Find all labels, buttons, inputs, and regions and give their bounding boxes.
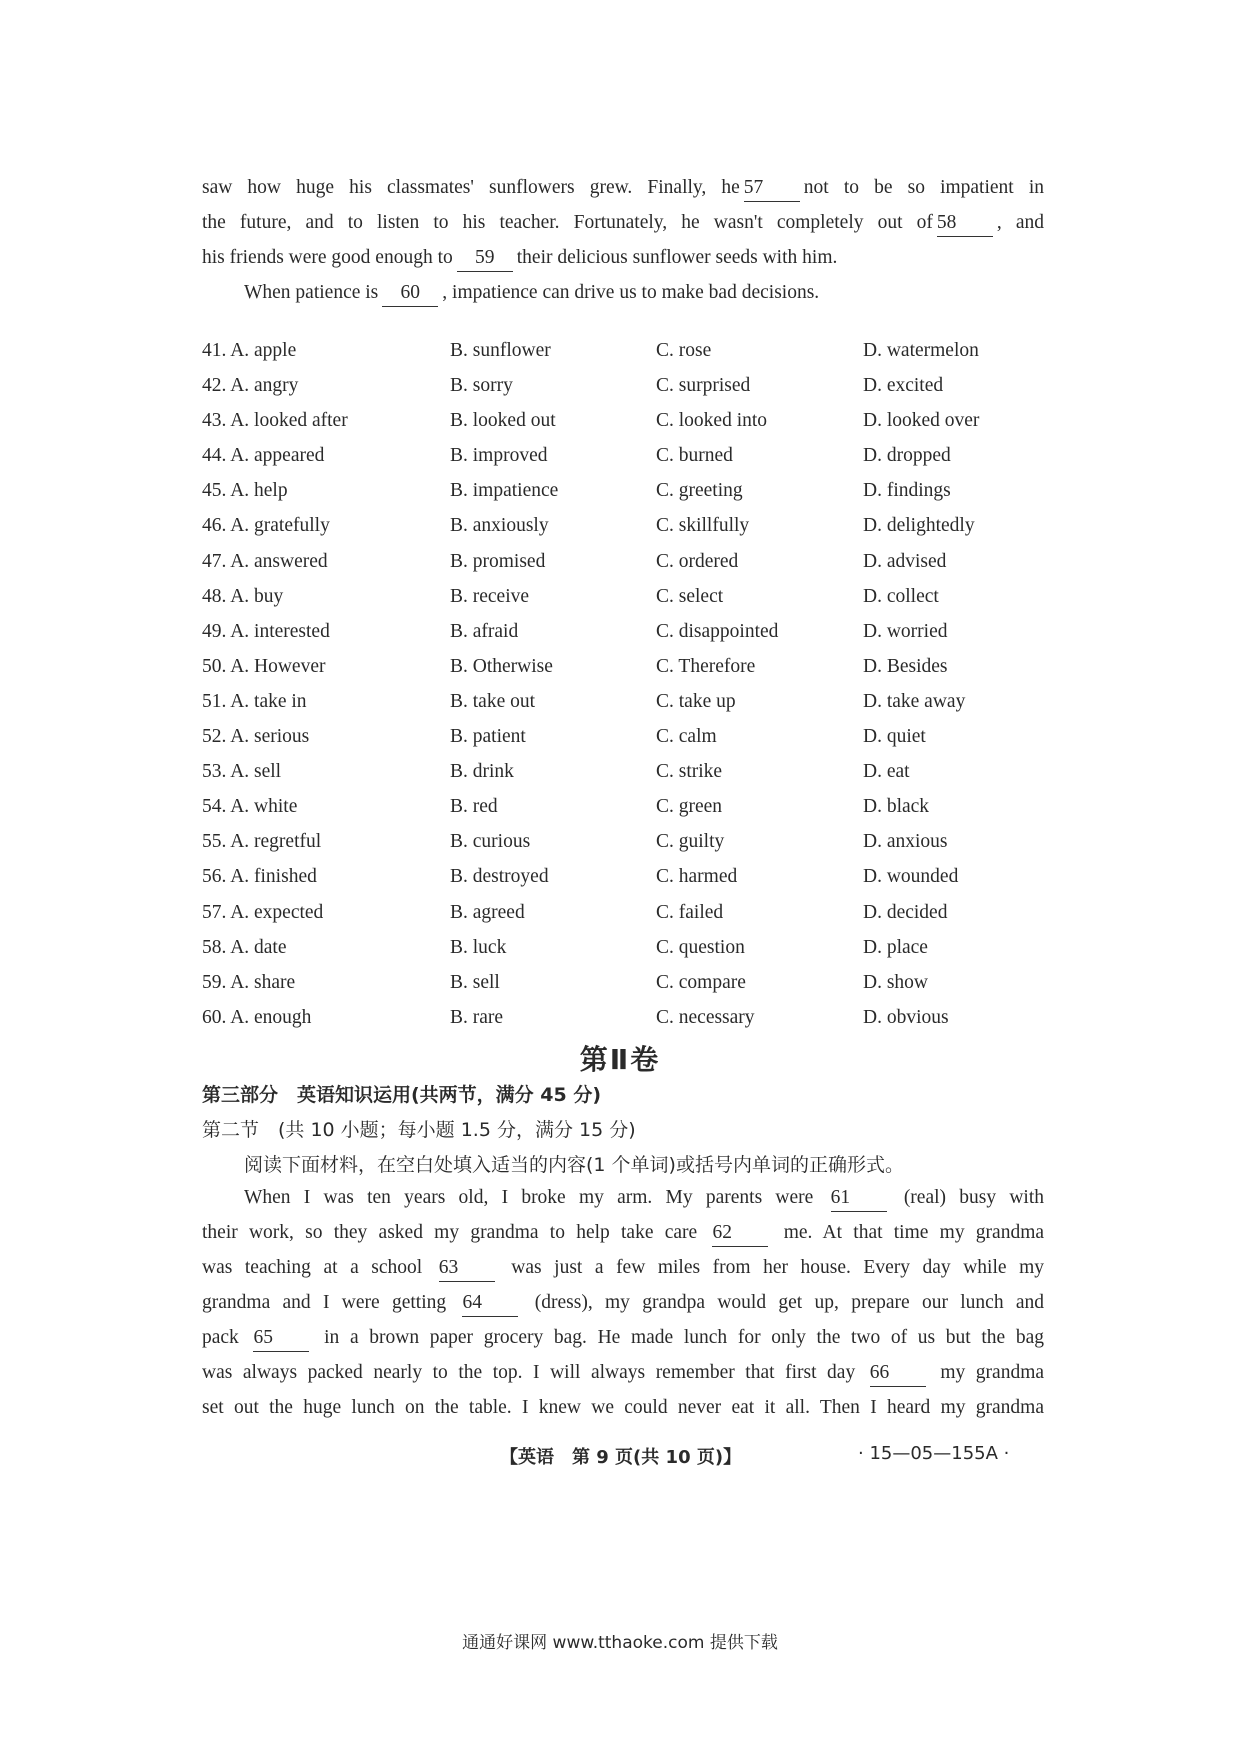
blank-66: 66 <box>870 1360 926 1387</box>
option-cell <box>202 333 296 368</box>
option-row-58 <box>202 930 1044 965</box>
option-c: C. take up <box>656 690 736 712</box>
option-c: C. select <box>656 585 724 607</box>
option-cell <box>202 508 330 543</box>
option-row-41 <box>202 333 1044 368</box>
option-cell <box>450 368 513 403</box>
question-number: 54. <box>202 796 227 818</box>
option-cell <box>656 1000 755 1035</box>
option-a: A. gratefully <box>230 515 330 537</box>
option-c: C. question <box>656 936 745 958</box>
blank-62: 62 <box>712 1220 768 1247</box>
option-cell <box>450 614 518 649</box>
option-cell <box>863 719 926 754</box>
option-a: A. apple <box>230 340 297 361</box>
passage-text: saw how huge his classmates' sunflowers grew. Finally, he <box>202 177 740 198</box>
option-cell <box>656 965 746 1000</box>
option-cell <box>450 649 553 684</box>
option-d: D. dropped <box>863 445 951 467</box>
passage-bottom <box>202 1180 1044 1425</box>
option-row-49 <box>202 614 1044 649</box>
passage-text: When patience is <box>244 282 379 303</box>
option-a: A. share <box>230 971 296 993</box>
option-cell <box>450 930 506 965</box>
option-cell <box>863 1000 949 1035</box>
option-cell <box>656 930 745 965</box>
option-cell <box>656 789 722 824</box>
option-cell <box>656 403 767 438</box>
option-row-51 <box>202 684 1044 719</box>
option-cell <box>863 368 943 403</box>
option-cell <box>450 719 526 754</box>
question-number: 44. <box>202 445 227 467</box>
option-c: C. surprised <box>656 375 751 397</box>
option-cell <box>656 754 722 789</box>
option-cell <box>202 824 321 859</box>
option-b: B. afraid <box>450 620 519 642</box>
option-d: D. findings <box>863 480 951 502</box>
option-b: B. improved <box>450 445 548 467</box>
question-number: 56. <box>202 866 227 888</box>
option-d: D. delightedly <box>863 515 975 537</box>
option-a: A. date <box>230 936 287 958</box>
option-cell <box>202 544 328 579</box>
section-two-title: 第二节 (共 10 小题；每小题 1.5 分，满分 15 分) <box>202 1119 636 1141</box>
option-cell <box>450 579 529 614</box>
option-cell <box>202 754 281 789</box>
option-a: A. enough <box>230 1006 312 1028</box>
option-c: C. harmed <box>656 866 738 888</box>
option-d: D. excited <box>863 375 944 397</box>
passage-text: pack <box>202 1327 239 1348</box>
option-d: D. worried <box>863 620 948 642</box>
option-a: A. take in <box>230 690 307 712</box>
option-d: D. anxious <box>863 831 948 853</box>
passage-line <box>202 1215 1044 1250</box>
option-b: B. anxiously <box>450 515 549 537</box>
blank-65: 65 <box>253 1325 309 1352</box>
option-cell <box>656 579 723 614</box>
option-d: D. take away <box>863 690 966 712</box>
option-cell <box>202 965 295 1000</box>
option-cell <box>656 684 736 719</box>
option-cell <box>202 789 297 824</box>
option-c: C. looked into <box>656 410 768 432</box>
option-d: D. decided <box>863 901 948 923</box>
passage-text: set out the huge lunch on the table. I knew we could never eat it all. Then I heard my grandma <box>202 1397 1044 1418</box>
option-c: C. Therefore <box>656 655 756 677</box>
passage-text: , impatience can drive us to make bad decisions. <box>442 282 820 303</box>
passage-text: , and <box>996 212 1044 233</box>
option-cell <box>202 930 287 965</box>
option-cell <box>202 438 324 473</box>
option-cell <box>450 333 551 368</box>
option-cell <box>450 965 500 1000</box>
option-b: B. curious <box>450 831 531 853</box>
option-cell <box>450 403 556 438</box>
option-row-60 <box>202 1000 1044 1035</box>
option-cell <box>863 895 947 930</box>
option-d: D. quiet <box>863 726 926 748</box>
option-a: A. help <box>230 480 288 502</box>
question-number: 46. <box>202 515 227 537</box>
option-cell <box>656 614 778 649</box>
option-d: D. eat <box>863 761 910 783</box>
option-d: D. collect <box>863 585 939 607</box>
option-d: D. looked over <box>863 410 980 432</box>
question-number: 41. <box>202 340 227 361</box>
option-cell <box>863 859 958 894</box>
option-cell <box>202 649 326 684</box>
option-cell <box>202 895 323 930</box>
option-b: B. sell <box>450 971 500 993</box>
passage-text: was always packed nearly to the top. I will always remember that first day <box>202 1362 856 1383</box>
option-b: B. Otherwise <box>450 655 553 677</box>
option-cell <box>202 1000 311 1035</box>
passage-line <box>202 240 1044 275</box>
answer-options-list <box>202 333 1044 1035</box>
option-row-59 <box>202 965 1044 1000</box>
option-d: D. show <box>863 971 929 993</box>
option-row-56 <box>202 859 1044 894</box>
option-cell <box>202 368 298 403</box>
blank-58: 58 <box>937 210 993 237</box>
option-cell <box>656 438 733 473</box>
option-c: C. rose <box>656 340 712 361</box>
blank-60: 60 <box>382 280 438 307</box>
option-row-55 <box>202 824 1044 859</box>
question-number: 59. <box>202 971 227 993</box>
option-b: B. sunflower <box>450 340 551 361</box>
option-cell <box>863 473 951 508</box>
question-number: 58. <box>202 936 227 958</box>
passage-line <box>202 1180 1044 1215</box>
option-cell <box>656 719 717 754</box>
question-number: 53. <box>202 761 227 783</box>
option-a: A. answered <box>230 550 328 572</box>
option-cell <box>656 368 750 403</box>
passage-line <box>202 170 1044 205</box>
option-cell <box>450 824 530 859</box>
option-d: D. wounded <box>863 866 959 888</box>
option-b: B. red <box>450 796 498 818</box>
option-b: B. patient <box>450 726 526 748</box>
option-cell <box>863 824 948 859</box>
option-row-54 <box>202 789 1044 824</box>
passage-text: the future, and to listen to his teacher. Fortunately, he wasn't completely out of <box>202 212 933 233</box>
passage-text: their work, so they asked my grandma to help take care <box>202 1222 698 1243</box>
option-cell <box>863 579 939 614</box>
option-a: A. angry <box>230 375 299 397</box>
option-cell <box>656 473 743 508</box>
option-c: C. burned <box>656 445 733 467</box>
option-a: A. appeared <box>230 445 325 467</box>
option-cell <box>202 684 307 719</box>
option-row-46 <box>202 508 1044 543</box>
option-cell <box>656 649 755 684</box>
question-number: 51. <box>202 690 227 712</box>
option-cell <box>863 789 929 824</box>
option-cell <box>863 965 928 1000</box>
option-cell <box>202 579 283 614</box>
volume-title: 第Ⅱ卷 <box>579 1043 661 1076</box>
download-note: 通通好课网 www.tthaoke.com 提供下载 <box>462 1633 778 1653</box>
instruction-text: 阅读下面材料，在空白处填入适当的内容(1 个单词)或括号内单词的正确形式。 <box>244 1154 904 1176</box>
blank-59: 59 <box>457 245 513 272</box>
passage-text: my grandma <box>940 1362 1044 1383</box>
option-a: A. regretful <box>230 831 322 853</box>
question-number: 55. <box>202 831 227 853</box>
option-d: D. advised <box>863 550 947 572</box>
option-cell <box>863 754 910 789</box>
option-c: C. necessary <box>656 1006 755 1028</box>
passage-line <box>202 275 1044 310</box>
option-cell <box>863 508 975 543</box>
option-row-43 <box>202 403 1044 438</box>
option-a: A. serious <box>230 726 310 748</box>
blank-63: 63 <box>439 1255 495 1282</box>
passage-text: their delicious sunflower seeds with him. <box>516 247 838 268</box>
blank-64: 64 <box>462 1290 518 1317</box>
option-b: B. rare <box>450 1006 504 1028</box>
option-b: B. promised <box>450 550 546 572</box>
option-b: B. take out <box>450 690 536 712</box>
option-cell <box>450 1000 503 1035</box>
page-footer-code: · 15—05—155A · <box>858 1443 1010 1464</box>
option-cell <box>202 719 309 754</box>
option-cell <box>450 789 498 824</box>
option-cell <box>202 614 330 649</box>
option-a: A. However <box>230 655 326 677</box>
option-a: A. looked after <box>230 410 348 432</box>
option-cell <box>450 544 545 579</box>
passage-text: not to be so impatient in <box>803 177 1044 198</box>
option-b: B. agreed <box>450 901 525 923</box>
option-d: D. Besides <box>863 655 948 677</box>
option-cell <box>863 438 951 473</box>
question-number: 43. <box>202 410 227 432</box>
option-cell <box>450 895 525 930</box>
option-a: A. expected <box>230 901 324 923</box>
option-c: C. disappointed <box>656 620 779 642</box>
option-b: B. sorry <box>450 375 513 397</box>
option-a: A. sell <box>230 761 282 783</box>
option-a: A. interested <box>230 620 330 642</box>
question-number: 52. <box>202 726 227 748</box>
option-c: C. strike <box>656 761 723 783</box>
blank-61: 61 <box>831 1185 887 1212</box>
passage-text: When I was ten years old, I broke my arm. My parents were <box>244 1187 814 1208</box>
option-row-48 <box>202 579 1044 614</box>
option-cell <box>202 859 317 894</box>
blank-57: 57 <box>744 175 800 202</box>
option-c: C. greeting <box>656 480 743 502</box>
option-row-47 <box>202 544 1044 579</box>
option-d: D. obvious <box>863 1006 949 1028</box>
option-d: D. black <box>863 796 930 818</box>
option-cell <box>450 438 548 473</box>
option-row-53 <box>202 754 1044 789</box>
option-cell <box>863 930 928 965</box>
option-row-44 <box>202 438 1044 473</box>
part-three-title: 第三部分 英语知识运用(共两节，满分 45 分) <box>202 1084 602 1106</box>
option-cell <box>450 859 549 894</box>
passage-text: (real) busy with <box>903 1187 1044 1208</box>
option-cell <box>656 824 724 859</box>
option-row-50 <box>202 649 1044 684</box>
option-cell <box>450 684 535 719</box>
passage-line <box>202 205 1044 240</box>
passage-text: (dress), my grandpa would get up, prepare our lunch and <box>534 1292 1044 1313</box>
passage-line <box>202 1390 1044 1425</box>
question-number: 45. <box>202 480 227 502</box>
passage-text: was teaching at a school <box>202 1257 423 1278</box>
option-d: D. watermelon <box>863 340 979 361</box>
passage-text: grandma and I were getting <box>202 1292 447 1313</box>
option-cell <box>202 403 348 438</box>
passage-text: me. At that time my grandma <box>783 1222 1044 1243</box>
option-b: B. receive <box>450 585 530 607</box>
passage-line <box>202 1250 1044 1285</box>
option-row-57 <box>202 895 1044 930</box>
option-cell <box>656 859 737 894</box>
option-c: C. calm <box>656 726 717 748</box>
option-c: C. guilty <box>656 831 725 853</box>
option-row-42 <box>202 368 1044 403</box>
passage-text: in a brown paper grocery bag. He made lunch for only the two of us but the bag <box>324 1327 1044 1348</box>
option-cell <box>450 754 514 789</box>
option-b: B. looked out <box>450 410 556 432</box>
option-a: A. buy <box>230 585 284 607</box>
passage-top <box>202 170 1044 310</box>
option-cell <box>450 473 558 508</box>
option-c: C. failed <box>656 901 724 923</box>
option-cell <box>863 649 948 684</box>
option-c: C. ordered <box>656 550 739 572</box>
option-cell <box>656 508 749 543</box>
question-number: 42. <box>202 375 227 397</box>
option-a: A. finished <box>230 866 317 888</box>
passage-line <box>202 1285 1044 1320</box>
option-cell <box>450 508 549 543</box>
option-cell <box>863 614 947 649</box>
option-a: A. white <box>230 796 298 818</box>
option-cell <box>656 544 738 579</box>
option-cell <box>202 473 288 508</box>
passage-line <box>202 1355 1044 1390</box>
passage-text: his friends were good enough to <box>202 247 453 268</box>
option-c: C. skillfully <box>656 515 750 537</box>
option-cell <box>863 403 979 438</box>
option-cell <box>656 333 711 368</box>
option-b: B. destroyed <box>450 866 549 888</box>
option-b: B. impatience <box>450 480 559 502</box>
option-b: B. drink <box>450 761 514 783</box>
option-cell <box>656 895 723 930</box>
question-number: 48. <box>202 585 227 607</box>
option-b: B. luck <box>450 936 507 958</box>
passage-text: was just a few miles from her house. Every day while my <box>511 1257 1044 1278</box>
page-footer-left: 【英语 第 9 页(共 10 页)】 <box>500 1447 742 1468</box>
question-number: 47. <box>202 550 227 572</box>
passage-line <box>202 1320 1044 1355</box>
option-cell <box>863 333 979 368</box>
option-c: C. compare <box>656 971 746 993</box>
option-cell <box>863 684 965 719</box>
question-number: 50. <box>202 655 227 677</box>
option-c: C. green <box>656 796 723 818</box>
option-d: D. place <box>863 936 928 958</box>
option-row-45 <box>202 473 1044 508</box>
option-cell <box>863 544 946 579</box>
question-number: 57. <box>202 901 227 923</box>
question-number: 49. <box>202 620 227 642</box>
question-number: 60. <box>202 1006 227 1028</box>
option-row-52 <box>202 719 1044 754</box>
